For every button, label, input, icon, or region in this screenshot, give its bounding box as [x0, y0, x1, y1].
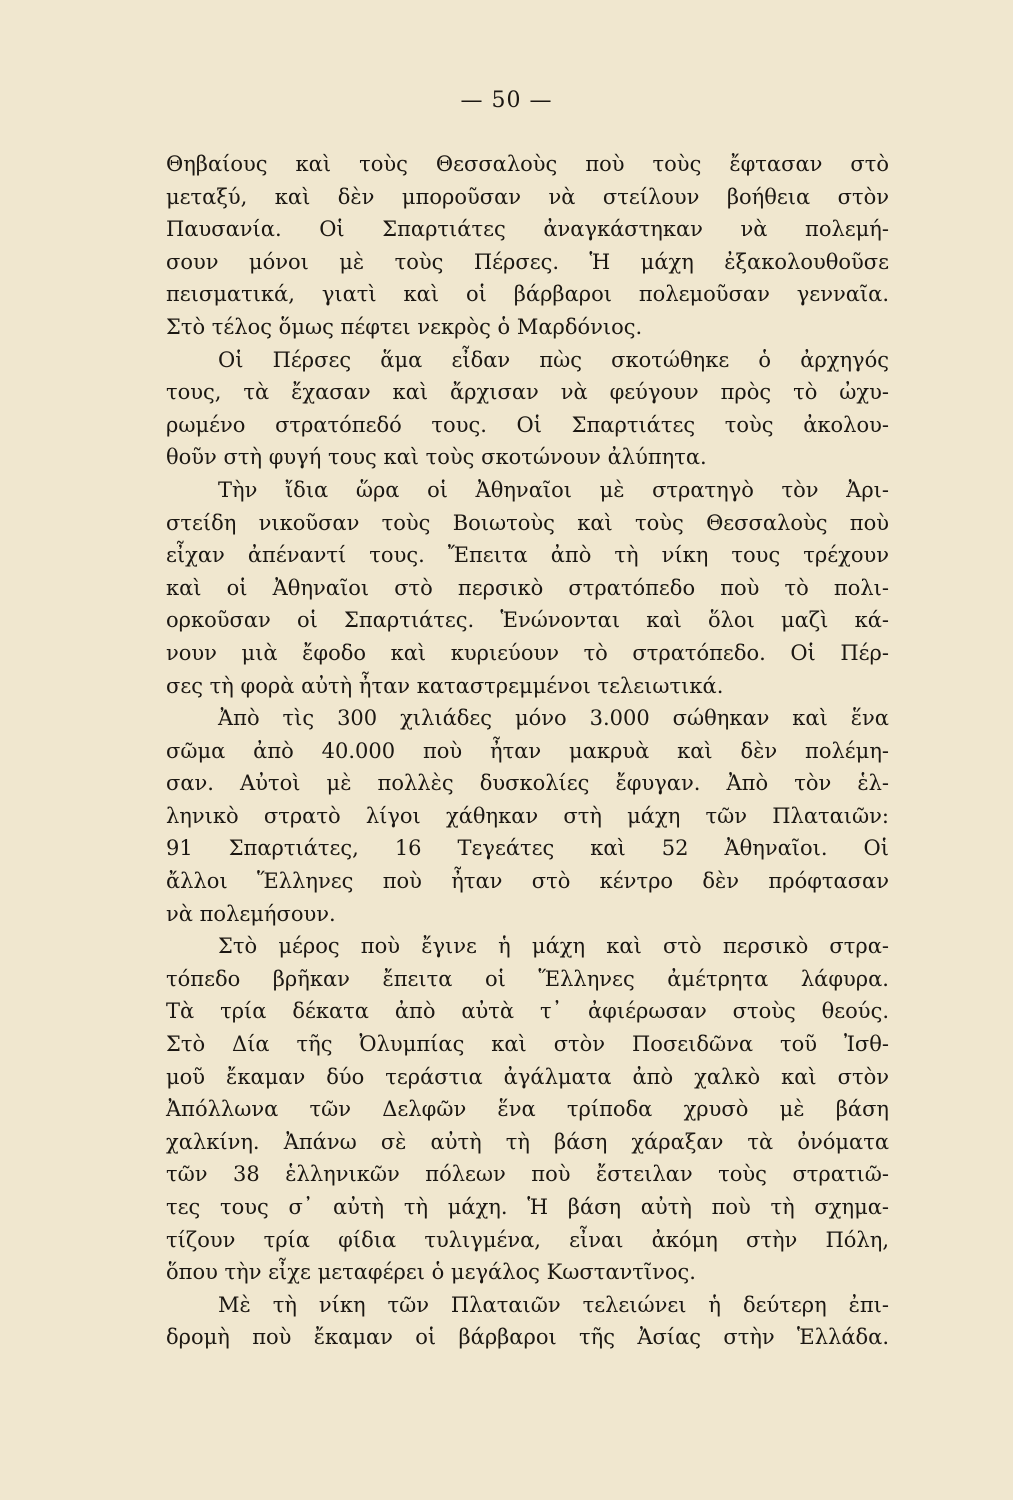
text-line: εἶχαν ἀπέναντί τους. Ἔπειτα ἀπὸ τὴ νίκη τους τρέχουν: [166, 543, 889, 568]
text-line: στείδη νικοῦσαν τοὺς Βοιωτοὺς καὶ τοὺς Θεσσαλοὺς ποὺ: [166, 510, 889, 535]
text-line: τίζουν τρία φίδια τυλιγμένα, εἶναι ἀκόμη στὴν Πόλη,: [166, 1227, 889, 1252]
text-line: ὅπου τὴν εἶχε μεταφέρει ὁ μεγάλος Κωσταντῖνος.: [166, 1260, 696, 1285]
text-line: τόπεδο βρῆκαν ἔπειτα οἱ Ἕλληνες ἀμέτρητα λάφυρα.: [166, 966, 889, 991]
text-line: χαλκίνη. Ἀπάνω σὲ αὐτὴ τὴ βάση χάραξαν τὰ ὀνόματα: [166, 1129, 889, 1154]
text-line: σαν. Αὐτοὶ μὲ πολλὲς δυσκολίες ἔφυγαν. Ἀπὸ τὸν ἑλ-: [166, 771, 889, 796]
text-line: Ἀπόλλωνα τῶν Δελφῶν ἕνα τρίποδα χρυσὸ μὲ βάση: [166, 1097, 889, 1122]
text-line: σες τὴ φορὰ αὐτὴ ἦταν καταστρεμμένοι τελειωτικά.: [166, 673, 724, 698]
text-line: μεταξύ, καὶ δὲν μποροῦσαν νὰ στείλουν βοήθεια στὸν: [166, 184, 889, 209]
text-line: Τὰ τρία δέκατα ἀπὸ αὐτὰ τ᾽ ἀφιέρωσαν στοὺς θεούς.: [166, 999, 889, 1024]
text-line: ληνικὸ στρατὸ λίγοι χάθηκαν στὴ μάχη τῶν Πλαταιῶν:: [166, 803, 889, 828]
text-line: καὶ οἱ Ἀθηναῖοι στὸ περσικὸ στρατόπεδο ποὺ τὸ πολι-: [166, 575, 889, 600]
text-line: Στὸ τέλος ὅμως πέφτει νεκρὸς ὁ Μαρδόνιος.: [166, 314, 643, 339]
text-line: Μὲ τὴ νίκη τῶν Πλαταιῶν τελειώνει ἡ δεύτερη ἐπι-: [218, 1292, 889, 1317]
text-line: πεισματικά, γιατὶ καὶ οἱ βάρβαροι πολεμοῦσαν γενναῖα.: [166, 282, 889, 307]
text-line: Ἀπὸ τὶς 300 χιλιάδες μόνο 3.000 σώθηκαν καὶ ἕνα: [218, 706, 889, 731]
text-line: Στὸ μέρος ποὺ ἔγινε ἡ μάχη καὶ στὸ περσικὸ στρα-: [218, 934, 889, 959]
text-line: νουν μιὰ ἔφοδο καὶ κυριεύουν τὸ στρατόπεδο. Οἱ Πέρ-: [166, 640, 889, 665]
text-line: μοῦ ἔκαμαν δύο τεράστια ἀγάλματα ἀπὸ χαλκὸ καὶ στὸν: [166, 1064, 889, 1089]
text-line: σῶμα ἀπὸ 40.000 ποὺ ἦταν μακρυὰ καὶ δὲν πολέμη-: [166, 738, 889, 763]
text-line: νὰ πολεμήσουν.: [166, 901, 336, 926]
page-number: — 50 —: [460, 88, 553, 113]
body-text: [166, 148, 889, 1354]
text-line: θοῦν στὴ φυγή τους καὶ τοὺς σκοτώνουν ἀλύπητα.: [166, 445, 707, 470]
text-line: τῶν 38 ἑλληνικῶν πόλεων ποὺ ἔστειλαν τοὺς στρατιῶ-: [166, 1162, 889, 1187]
text-line: Στὸ Δία τῆς Ὀλυμπίας καὶ στὸν Ποσειδῶνα τοῦ Ἰσθ-: [166, 1032, 889, 1057]
text-line: Θηβαίους καὶ τοὺς Θεσσαλοὺς ποὺ τοὺς ἔφτασαν στὸ: [166, 152, 889, 176]
text-line: Παυσανία. Οἱ Σπαρτιάτες ἀναγκάστηκαν νὰ πολεμή-: [166, 217, 889, 242]
text-line: ορκοῦσαν οἱ Σπαρτιάτες. Ἑνώνονται καὶ ὅλοι μαζὶ κά-: [166, 608, 889, 633]
text-line: 91 Σπαρτιάτες, 16 Τεγεάτες καὶ 52 Ἀθηναῖοι. Οἱ: [166, 836, 889, 861]
text-line: τες τους σ᾽ αὐτὴ τὴ μάχη. Ἡ βάση αὐτὴ ποὺ τὴ σχημα-: [166, 1195, 889, 1219]
text-line: ρωμένο στρατόπεδό τους. Οἱ Σπαρτιάτες τοὺς ἀκολου-: [166, 412, 889, 437]
text-line: ἄλλοι Ἕλληνες ποὺ ἦταν στὸ κέντρο δὲν πρόφτασαν: [166, 869, 889, 894]
text-line: Οἱ Πέρσες ἅμα εἶδαν πὼς σκοτώθηκε ὁ ἀρχηγός: [218, 347, 889, 372]
text-line: σουν μόνοι μὲ τοὺς Πέρσες. Ἡ μάχη ἐξακολουθοῦσε: [166, 249, 889, 274]
text-line: Τὴν ἴδια ὥρα οἱ Ἀθηναῖοι μὲ στρατηγὸ τὸν Ἀρι-: [218, 477, 889, 502]
text-line: δρομὴ ποὺ ἔκαμαν οἱ βάρβαροι τῆς Ἀσίας στὴν Ἑλλάδα.: [166, 1325, 889, 1350]
text-line: τους, τὰ ἔχασαν καὶ ἄρχισαν νὰ φεύγουν πρὸς τὸ ὠχυ-: [166, 380, 889, 405]
